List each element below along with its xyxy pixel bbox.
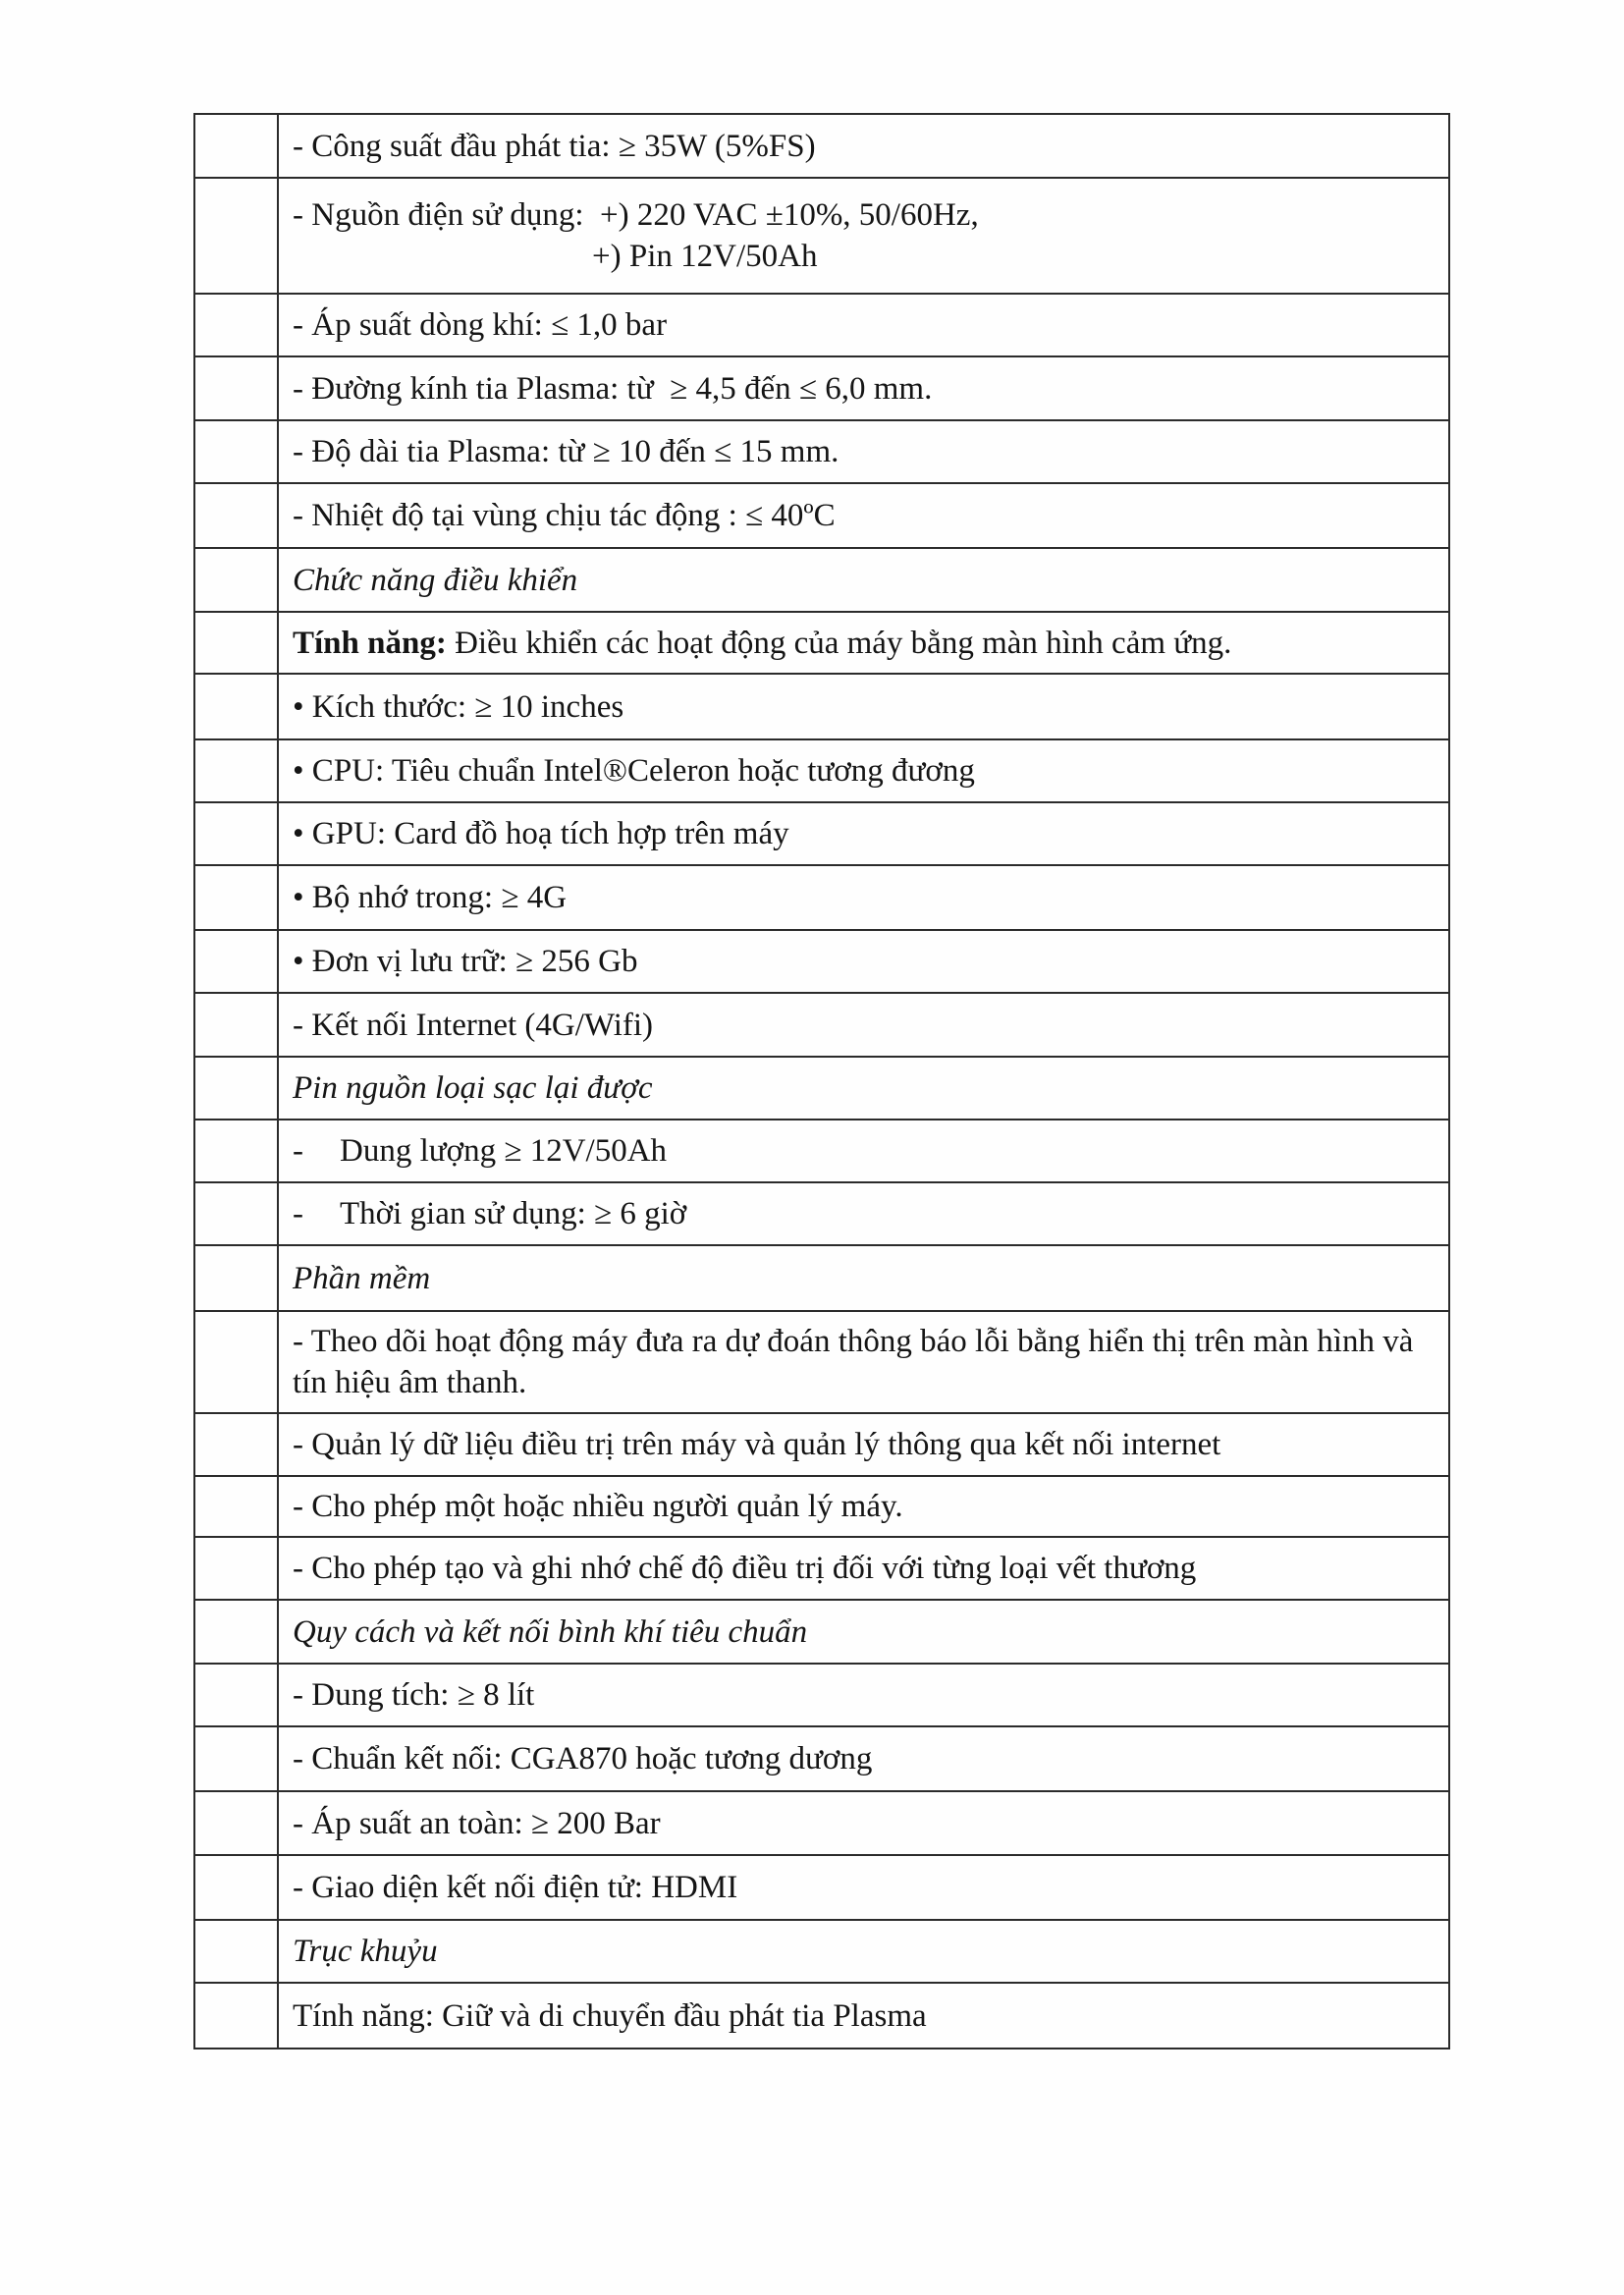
row-index-cell: [194, 1245, 278, 1311]
spec-cell: [278, 114, 1449, 178]
table-row: [194, 1245, 1449, 1311]
section-heading: Chức năng điều khiển: [293, 562, 578, 598]
section-heading: Phần mềm: [293, 1260, 431, 1296]
spec-cell: [278, 1120, 1449, 1182]
spec-text-line2: +) Pin 12V/50Ah: [592, 239, 818, 274]
row-index-cell: [194, 612, 278, 674]
table-row: [194, 930, 1449, 993]
table-row: [194, 1120, 1449, 1182]
row-index-cell: [194, 356, 278, 420]
row-index-cell: [194, 674, 278, 739]
spec-cell: [278, 612, 1449, 674]
row-index-cell: [194, 865, 278, 930]
feature-label: Tính năng:: [293, 625, 447, 661]
row-index-cell: [194, 993, 278, 1057]
row-index-cell: [194, 739, 278, 802]
spec-text: - Giao diện kết nối điện tử: HDMI: [293, 1870, 738, 1905]
spec-cell: [278, 356, 1449, 420]
row-index-cell: [194, 1600, 278, 1664]
spec-cell: [278, 1311, 1449, 1413]
spec-cell: [278, 1791, 1449, 1855]
spec-cell: [278, 1537, 1449, 1600]
row-index-cell: [194, 1057, 278, 1120]
row-index-cell: [194, 1537, 278, 1600]
row-index-cell: [194, 548, 278, 612]
table-row: [194, 114, 1449, 178]
spec-cell: [278, 1855, 1449, 1920]
spec-cell: [278, 1983, 1449, 2049]
table-row: [194, 612, 1449, 674]
spec-cell: [278, 1245, 1449, 1311]
list-dash: -: [293, 1133, 303, 1169]
spec-text: - Cho phép một hoặc nhiều người quản lý máy.: [293, 1489, 903, 1524]
spec-text: - Áp suất dòng khí: ≤ 1,0 bar: [293, 307, 668, 343]
row-index-cell: [194, 1855, 278, 1920]
table-row: [194, 1182, 1449, 1245]
row-index-cell: [194, 178, 278, 294]
table-row: [194, 1311, 1449, 1413]
spec-text: Dung lượng ≥ 12V/50Ah: [340, 1133, 668, 1169]
table-row: [194, 356, 1449, 420]
spec-cell: [278, 674, 1449, 739]
table-row: [194, 1791, 1449, 1855]
table-row: [194, 802, 1449, 865]
table-row: [194, 1983, 1449, 2049]
spec-text: • Đơn vị lưu trữ: ≥ 256 Gb: [293, 944, 638, 979]
row-index-cell: [194, 1476, 278, 1537]
spec-text: - Kết nối Internet (4G/Wifi): [293, 1007, 654, 1043]
table-row: [194, 1476, 1449, 1537]
section-heading: Pin nguồn loại sạc lại được: [293, 1070, 653, 1106]
spec-text: Thời gian sử dụng: ≥ 6 giờ: [340, 1196, 687, 1231]
spec-cell: [278, 865, 1449, 930]
table-row: [194, 739, 1449, 802]
row-index-cell: [194, 1664, 278, 1726]
spec-text: - Độ dài tia Plasma: từ ≥ 10 đến ≤ 15 mm.: [293, 434, 839, 469]
spec-cell: [278, 802, 1449, 865]
spec-text: - Nguồn điện sử dụng: +) 220 VAC ±10%, 50/60Hz,: [293, 197, 979, 233]
row-index-cell: [194, 1791, 278, 1855]
spec-cell: [278, 1057, 1449, 1120]
spec-cell: [278, 993, 1449, 1057]
table-row: [194, 1726, 1449, 1791]
spec-text: - Áp suất an toàn: ≥ 200 Bar: [293, 1805, 661, 1841]
spec-text: - Đường kính tia Plasma: từ ≥ 4,5 đến ≤ 6,0 mm.: [293, 370, 933, 407]
spec-text: - Cho phép tạo và ghi nhớ chế độ điều trị đối với từng loại vết thương: [293, 1551, 1197, 1586]
row-index-cell: [194, 930, 278, 993]
section-heading: Quy cách và kết nối bình khí tiêu chuẩn: [293, 1613, 808, 1650]
spec-cell: [278, 294, 1449, 356]
spec-text: Tính năng: Giữ và di chuyển đầu phát tia Plasma: [293, 1997, 927, 2034]
spec-cell: [278, 1664, 1449, 1726]
spec-text: • CPU: Tiêu chuẩn Intel®Celeron hoặc tương đương: [293, 753, 975, 789]
spec-text: - Quản lý dữ liệu điều trị trên máy và quản lý thông qua kết nối internet: [293, 1427, 1221, 1462]
spec-cell: [278, 1413, 1449, 1476]
spec-cell: [278, 1726, 1449, 1791]
spec-cell: [278, 548, 1449, 612]
table-row: [194, 1664, 1449, 1726]
table-row: [194, 1600, 1449, 1664]
feature-text: Điều khiển các hoạt động của máy bằng màn hình cảm ứng.: [446, 625, 1232, 661]
spec-cell: [278, 739, 1449, 802]
table-row: [194, 674, 1449, 739]
spec-text: - Theo dõi hoạt động máy đưa ra dự đoán thông báo lỗi bằng hiển thị trên màn hình và tín hiệu âm thanh.: [293, 1324, 1414, 1400]
spec-text: - Nhiệt độ tại vùng chịu tác động : ≤ 40ºC: [293, 498, 836, 533]
spec-text: - Chuẩn kết nối: CGA870 hoặc tương dương: [293, 1741, 873, 1776]
row-index-cell: [194, 420, 278, 483]
table-row: [194, 1537, 1449, 1600]
row-index-cell: [194, 1920, 278, 1983]
row-index-cell: [194, 114, 278, 178]
spec-cell: [278, 483, 1449, 548]
spec-cell: [278, 178, 1449, 294]
spec-text: • GPU: Card đồ hoạ tích hợp trên máy: [293, 816, 789, 851]
table-row: [194, 178, 1449, 294]
table-row: [194, 1855, 1449, 1920]
table-row: [194, 1413, 1449, 1476]
row-index-cell: [194, 294, 278, 356]
table-row: [194, 993, 1449, 1057]
row-index-cell: [194, 802, 278, 865]
row-index-cell: [194, 1311, 278, 1413]
table-row: [194, 1920, 1449, 1983]
spec-text: - Dung tích: ≥ 8 lít: [293, 1677, 535, 1713]
spec-text: - Công suất đầu phát tia: ≥ 35W (5%FS): [293, 128, 816, 164]
spec-cell: [278, 1182, 1449, 1245]
spec-text: • Kích thước: ≥ 10 inches: [293, 688, 624, 725]
spec-text: • Bộ nhớ trong: ≥ 4G: [293, 880, 568, 915]
spec-cell: [278, 930, 1449, 993]
table-row: [194, 420, 1449, 483]
specification-table: [193, 113, 1450, 2049]
list-dash: -: [293, 1196, 303, 1231]
table-row: [194, 483, 1449, 548]
section-heading: Trục khuỷu: [293, 1934, 438, 1969]
spec-cell: [278, 1476, 1449, 1537]
table-row: [194, 1057, 1449, 1120]
table-row: [194, 294, 1449, 356]
spec-cell: [278, 1920, 1449, 1983]
specification-table-body: [194, 114, 1449, 2049]
row-index-cell: [194, 1413, 278, 1476]
row-index-cell: [194, 1726, 278, 1791]
row-index-cell: [194, 483, 278, 548]
row-index-cell: [194, 1182, 278, 1245]
spec-cell: [278, 420, 1449, 483]
row-index-cell: [194, 1120, 278, 1182]
table-row: [194, 865, 1449, 930]
row-index-cell: [194, 1983, 278, 2049]
table-row: [194, 548, 1449, 612]
spec-cell: [278, 1600, 1449, 1664]
